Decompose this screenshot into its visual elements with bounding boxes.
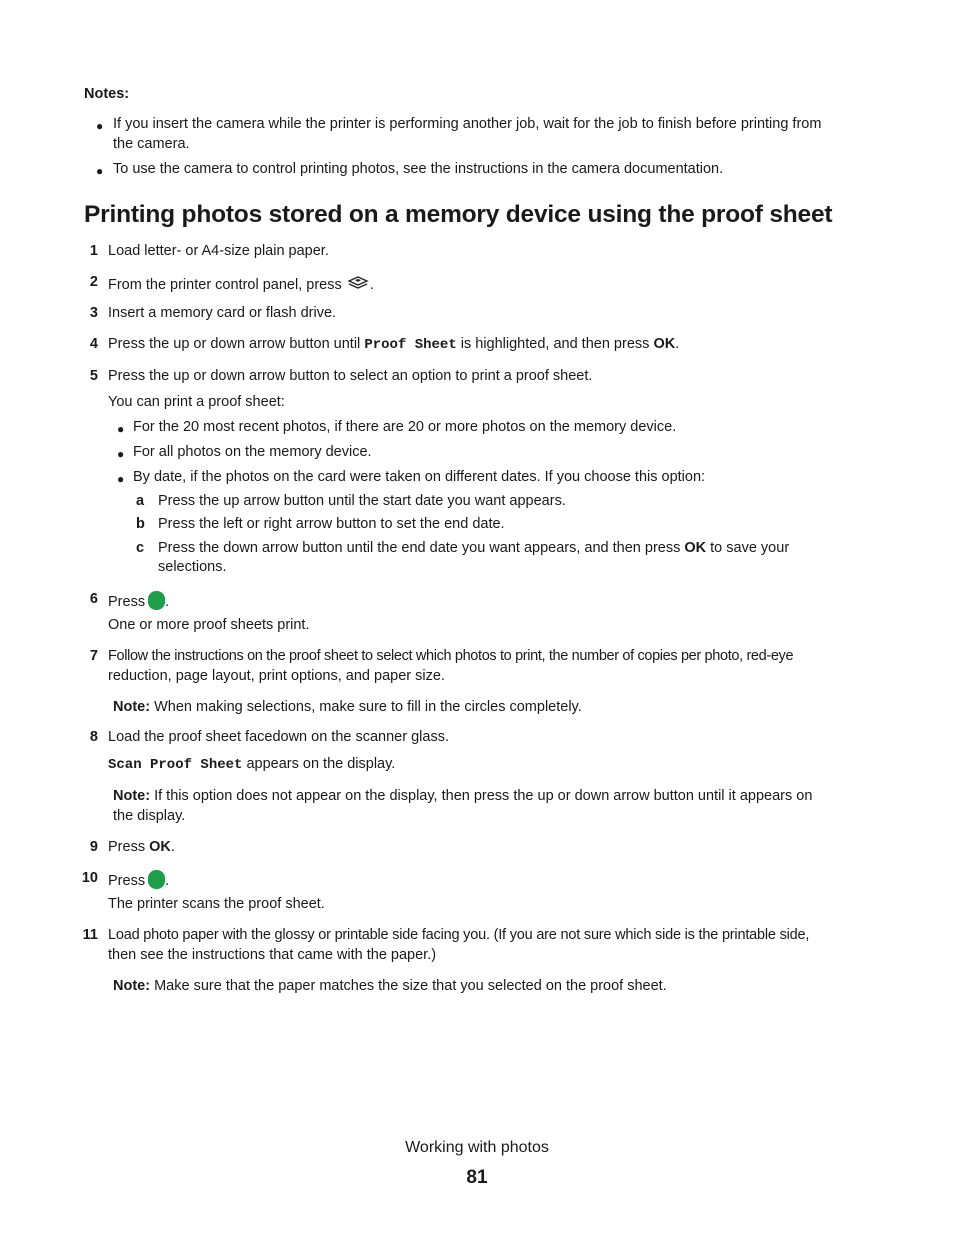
step-7-note: Note: When making selections, make sure to fill in the circles completely.	[113, 699, 582, 715]
sub-step-c-cont: selections.	[158, 559, 227, 575]
step-7-text-cont: reduction, page layout, print options, and paper size.	[108, 668, 445, 684]
step-number: 7	[89, 648, 98, 664]
sub-step-a: Press the up arrow button until the start date you want appears.	[158, 493, 566, 509]
step-number: 8	[89, 729, 98, 745]
page-number: 81	[466, 1167, 488, 1188]
start-button-icon	[148, 591, 165, 610]
step-11-note: Note: Make sure that the paper matches the size that you selected on the proof sheet.	[113, 978, 667, 994]
step-number: 5	[89, 368, 98, 384]
step-5-text: Press the up or down arrow button to select an option to print a proof sheet.	[108, 368, 593, 384]
step-number: 6	[89, 591, 98, 607]
sub-letter: a	[136, 493, 145, 509]
option-bullet-3: By date, if the photos on the card were taken on different dates. If you choose this option:	[133, 469, 706, 485]
step-number: 3	[89, 305, 98, 321]
step-8-note: Note: If this option does not appear on the display, then press the up or down arrow button until it appears on	[113, 788, 813, 804]
step-number: 4	[89, 336, 98, 352]
start-button-icon	[148, 870, 165, 889]
display-message-code: Scan Proof Sheet	[108, 757, 243, 773]
step-number: 2	[89, 274, 98, 290]
note-item-2: To use the camera to control printing photos, see the instructions in the camera documentation.	[113, 161, 724, 177]
sub-letter: b	[136, 516, 145, 532]
note-item-1-cont: the camera.	[113, 136, 190, 152]
bullet-icon: ●	[96, 164, 104, 178]
step-2-text: From the printer control panel, press .	[108, 274, 374, 293]
step-11-text-cont: then see the instructions that came with the paper.)	[108, 947, 437, 963]
step-8-display: Scan Proof Sheet appears on the display.	[108, 756, 396, 773]
step-5-sub: You can print a proof sheet:	[108, 394, 285, 410]
step-6-text: Press .	[108, 591, 169, 610]
section-heading: Printing photos stored on a memory device using the proof sheet	[84, 201, 833, 228]
sub-step-b: Press the left or right arrow button to set the end date.	[158, 516, 505, 532]
bullet-icon: ●	[117, 447, 125, 461]
sub-step-c: Press the down arrow button until the end date you want appears, and then press OK to save your	[158, 540, 790, 556]
step-number: 9	[89, 839, 98, 855]
step-number: 1	[89, 243, 98, 259]
option-bullet-1: For the 20 most recent photos, if there are 20 or more photos on the memory device.	[133, 419, 677, 435]
step-8-text: Load the proof sheet facedown on the scanner glass.	[108, 729, 449, 745]
note-item-1: If you insert the camera while the printer is performing another job, wait for the job to finish before printing from	[113, 116, 822, 132]
bullet-icon: ●	[96, 119, 104, 133]
menu-option-code: Proof Sheet	[364, 337, 457, 353]
step-4-text: Press the up or down arrow button until Proof Sheet is highlighted, and then press OK.	[108, 336, 680, 353]
step-11-text: Load photo paper with the glossy or printable side facing you. (If you are not sure which side is the printable side,	[108, 927, 810, 943]
step-number: 11	[82, 927, 98, 943]
step-1-text: Load letter- or A4-size plain paper.	[108, 243, 329, 259]
step-9-text: Press OK.	[108, 839, 175, 855]
bullet-icon: ●	[117, 422, 125, 436]
step-10-sub: The printer scans the proof sheet.	[108, 896, 325, 912]
step-7-text: Follow the instructions on the proof sheet to select which photos to print, the number of copies per photo, red-eye	[108, 648, 794, 664]
sub-letter: c	[136, 540, 145, 556]
step-number: 10	[81, 870, 98, 886]
photo-card-icon	[346, 274, 370, 292]
step-3-text: Insert a memory card or flash drive.	[108, 305, 337, 321]
footer-section-label: Working with photos	[405, 1139, 549, 1156]
bullet-icon: ●	[117, 472, 125, 486]
step-6-sub: One or more proof sheets print.	[108, 617, 310, 633]
notes-title: Notes:	[84, 86, 130, 102]
step-10-text: Press .	[108, 870, 169, 889]
option-bullet-2: For all photos on the memory device.	[133, 444, 372, 460]
step-8-note-cont: the display.	[113, 808, 186, 824]
